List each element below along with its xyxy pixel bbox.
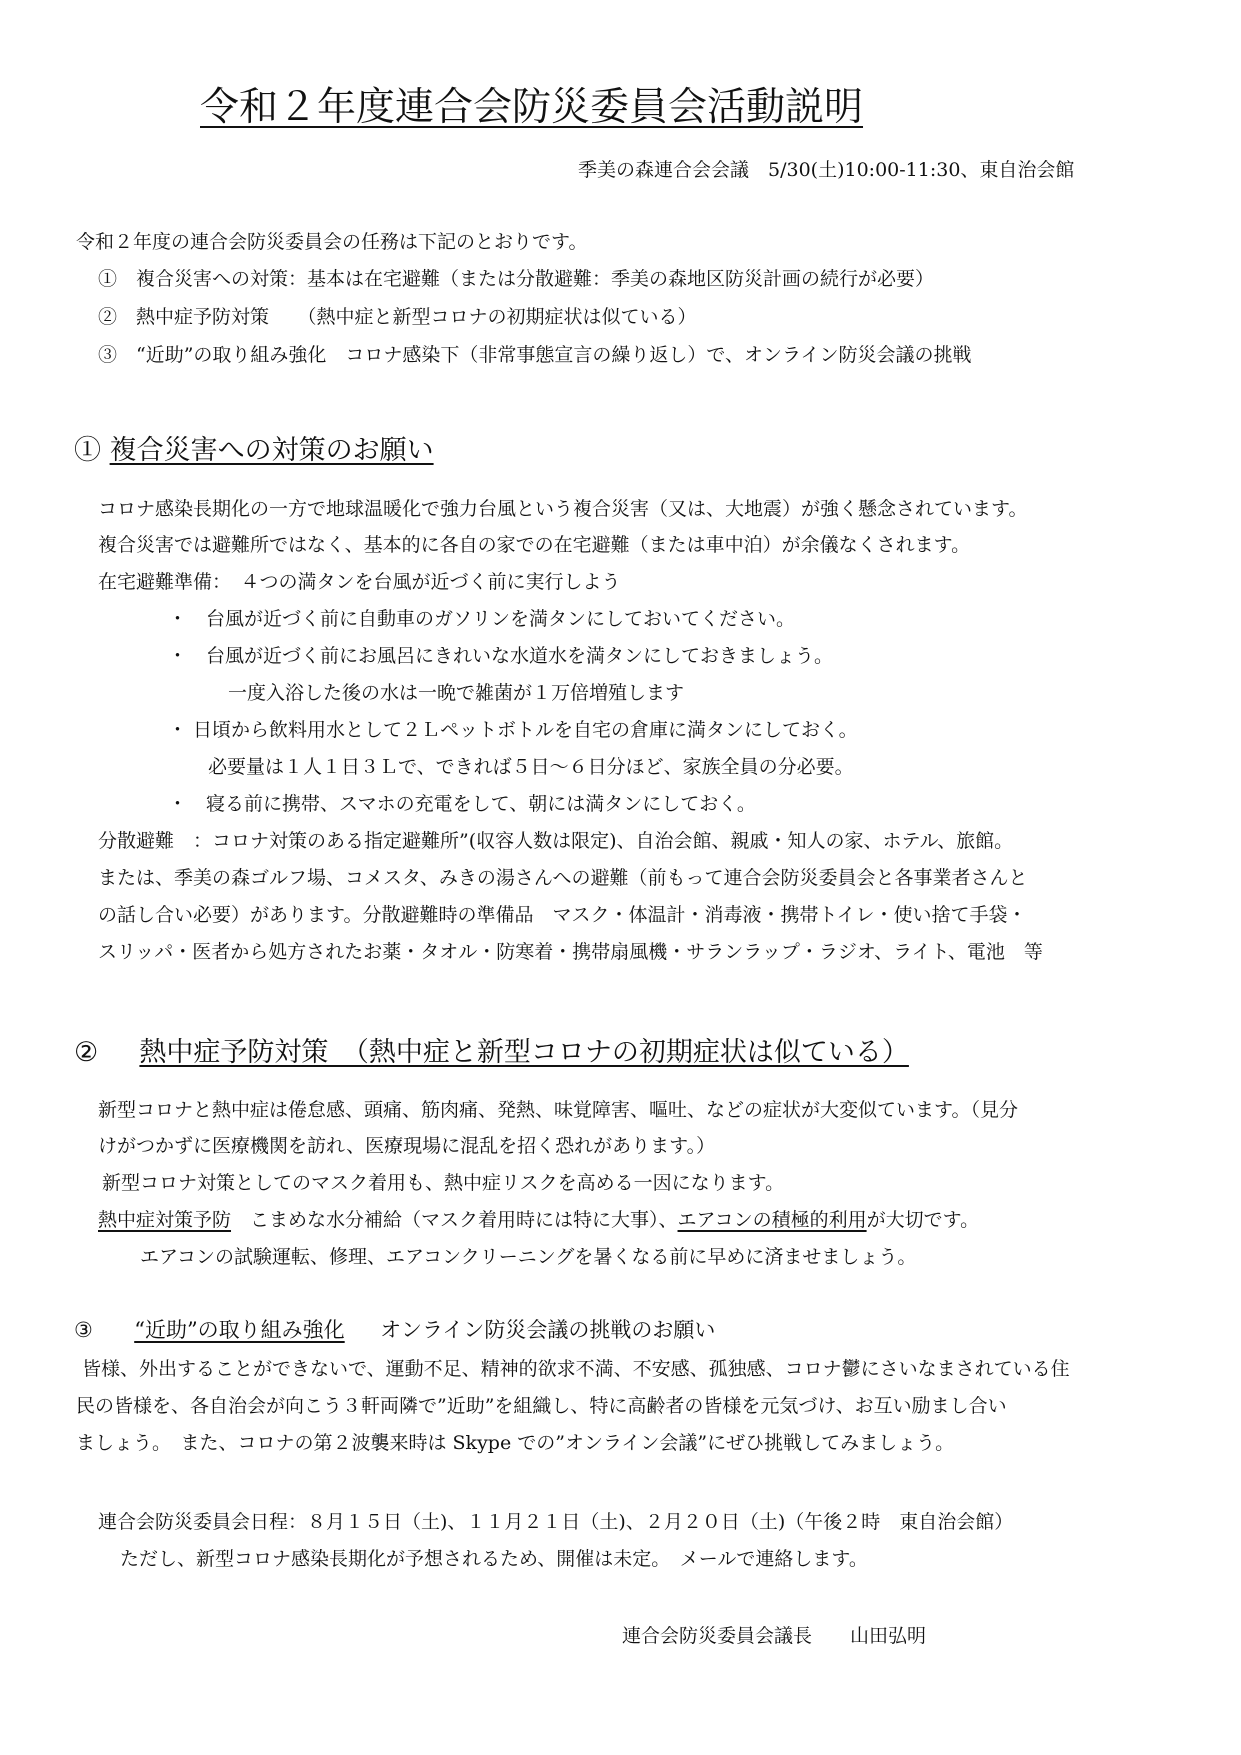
section1-bullet: ・ 台風が近づく前にお風呂にきれいな水道水を満タンにしておきましょう。 (168, 645, 834, 667)
section1-heading (74, 434, 434, 468)
section2-line: 新型コロナと熱中症は倦怠感、頭痛、筋肉痛、発熱、味覚障害、嘔吐、などの症状が大変似ています。（見分 (98, 1099, 1018, 1121)
section2-line: けがつかずに医療機関を訪れ、医療現場に混乱を招く恐れがあります。） (98, 1135, 716, 1157)
measure-text: こまめな水分補給（マスク着用時には特に大事）、 (231, 1209, 678, 1231)
intro-item-1: ① 複合災害への対策：基本は在宅避難（または分散避難：季美の森地区防災計画の続行が必要） (98, 268, 935, 290)
section1-note: 必要量は１人１日３Ｌで、できれば５日～６日分ほど、家族全員の分必要。 (208, 756, 854, 778)
section1-line: 複合災害では避難所ではなく、基本的に各自の家での在宅避難（または車中泊）が余儀なくされます。 (98, 534, 971, 556)
section1-title: 複合災害への対策のお願い (109, 435, 434, 466)
measure-emphasis: エアコンの積極的利用 (677, 1209, 867, 1231)
section1-note: 一度入浴した後の水は一晩で雑菌が１万倍増殖します (228, 682, 685, 704)
section1-number: ① (74, 435, 101, 466)
section1-line: スリッパ・医者から処方されたお薬・タオル・防寒着・携帯扇風機・サランラップ・ラジオ、ライト、電池 等 (98, 941, 1043, 963)
section3-title: “近助”の取り組み強化 (134, 1318, 345, 1342)
section1-bullet: ・ 台風が近づく前に自動車のガソリンを満タンにしておいてください。 (168, 608, 796, 630)
section1-bullet: ・ 寝る前に携帯、スマホの充電をして、朝には満タンにしておく。 (168, 793, 756, 815)
meeting-info: 季美の森連合会会議 5/30(土)10:00-11:30、東自治会館 (578, 159, 1075, 181)
schedule-line: 連合会防災委員会日程：８月１５日（土)、１１月２１日（土)、２月２０日（土)（午後２時 東自治会館） (98, 1511, 1014, 1533)
section2-number: ② (74, 1037, 99, 1068)
section1-bullet: ・ 日頃から飲料用水として２Ｌペットボトルを自宅の倉庫に満タンにしておく。 (168, 719, 858, 741)
section2-heading (74, 1036, 909, 1070)
section1-line: 在宅避難準備： ４つの満タンを台風が近づく前に実行しよう (98, 571, 621, 593)
document-title: 令和２年度連合会防災委員会活動説明 (200, 85, 864, 130)
intro-item-3: ③ “近助”の取り組み強化 コロナ感染下（非常事態宣言の繰り返し）で、オンライン防災会議の挑戦 (98, 344, 972, 366)
section2-title: 熱中症予防対策 （熱中症と新型コロナの初期症状は似ている） (139, 1037, 909, 1068)
section2-aircon-line: エアコンの試験運転、修理、エアコンクリーニングを暑くなる前に早めに済ませましょう。 (140, 1246, 917, 1268)
intro-item-2: ② 熱中症予防対策 （熱中症と新型コロナの初期症状は似ている） (98, 306, 697, 328)
section1-line: の話し合い必要）があります。分散避難時の準備品 マスク・体温計・消毒液・携帯トイレ・使い捨て手袋・ (98, 904, 1027, 926)
section3-line: 皆様、外出することができないで、運動不足、精神的欲求不満、不安感、孤独感、コロナ鬱にさいなまされている住 (82, 1358, 1070, 1380)
measure-end: が大切です。 (866, 1209, 980, 1231)
section2-line: 新型コロナ対策としてのマスク着用も、熱中症リスクを高める一因になります。 (102, 1172, 785, 1194)
section1-line: または、季美の森ゴルフ場、コメスタ、みきの湯さんへの避難（前もって連合会防災委員会と各事業者さんと (98, 867, 1028, 889)
section3-line: 民の皆様を、各自治会が向こう３軒両隣で”近助”を組織し、特に高齢者の皆様を元気づけ、お互い励まし合い (76, 1395, 1007, 1417)
section3-subtitle: オンライン防災会議の挑戦のお願い (380, 1318, 716, 1342)
section3-heading (74, 1318, 715, 1342)
section2-measure (98, 1208, 979, 1232)
signature: 連合会防災委員会議長 山田弘明 (622, 1625, 927, 1647)
section3-number: ③ (74, 1318, 93, 1342)
measure-label: 熱中症対策予防 (98, 1209, 232, 1231)
intro-lead: 令和２年度の連合会防災委員会の任務は下記のとおりです。 (76, 231, 588, 253)
section3-line: ましょう。 また、コロナの第２波襲来時は Skype での”オンライン会議”にぜひ挑戦してみましょう。 (76, 1432, 955, 1454)
section1-line: コロナ感染長期化の一方で地球温暖化で強力台風という複合災害（又は、大地震）が強く懸念されています。 (98, 498, 1028, 520)
section1-line: 分散避難 ：コロナ対策のある指定避難所”(収容人数は限定)、自治会館、親戚・知人の家、ホテル、旅館。 (98, 830, 1014, 852)
schedule-note: ただし、新型コロナ感染長期化が予想されるため、開催は未定。 メールで連絡します。 (120, 1548, 868, 1570)
